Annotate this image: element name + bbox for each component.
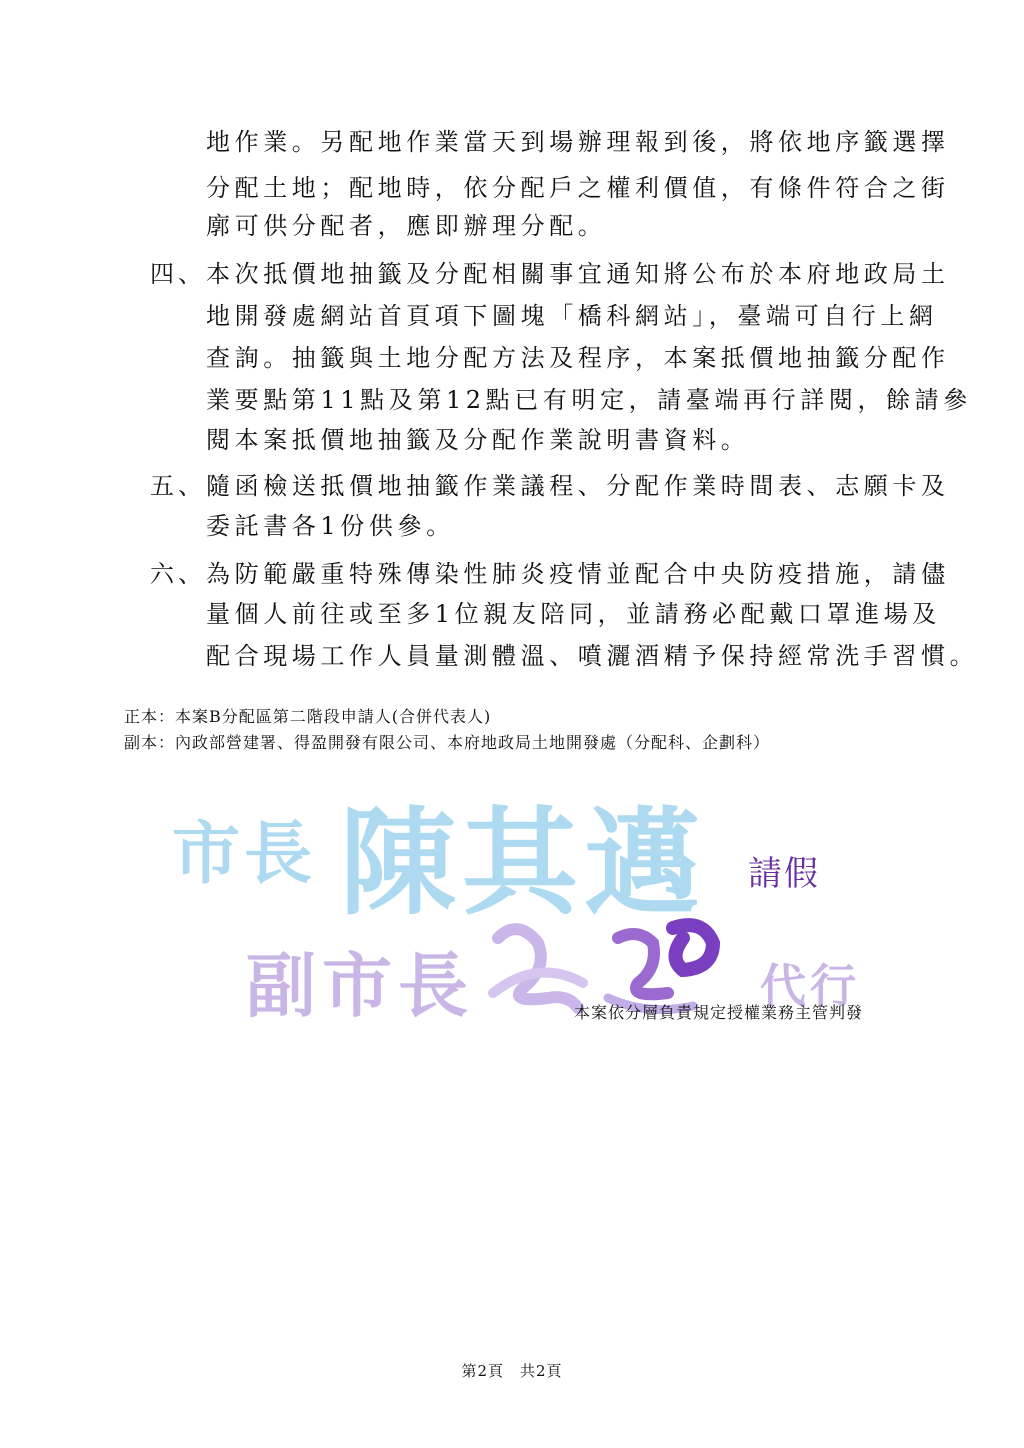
body-line: 為防範嚴重特殊傳染性肺炎疫情並配合中央防疫措施，請儘 <box>206 560 950 588</box>
distribution-original: 正本：本案B分配區第二階段申請人(合併代表人) <box>124 707 492 726</box>
item-marker-6: 六、 <box>150 560 206 588</box>
body-line: 地開發處網站首頁項下圖塊「橋科網站」，臺端可自行上網 <box>206 302 938 330</box>
body-line: 委託書各1份供參。 <box>206 512 455 540</box>
body-line: 分配土地；配地時，依分配戶之權利價值，有條件符合之街 <box>206 174 950 202</box>
body-line: 本次抵價地抽籤及分配相關事宜通知將公布於本府地政局土 <box>206 260 950 288</box>
page-number: 第2頁 共2頁 <box>461 1362 563 1380</box>
body-line: 隨函檢送抵價地抽籤作業議程、分配作業時間表、志願卡及 <box>206 472 950 500</box>
body-line: 量個人前往或至多1位親友陪同，並請務必配戴口罩進場及 <box>206 600 941 628</box>
mayor-title-stamp: 市長 <box>172 814 317 894</box>
body-line: 閱本案抵價地抽籤及分配作業說明書資料。 <box>206 426 750 454</box>
delegation-note: 本案依分層負責規定授權業務主管判發 <box>574 1003 864 1022</box>
body-line: 業要點第11點及第12點已有明定，請臺端再行詳閱，餘請參 <box>206 386 972 414</box>
leave-note: 請假 <box>748 854 820 894</box>
body-line: 地作業。另配地作業當天到場辦理報到後，將依地序籤選擇 <box>206 128 950 156</box>
acting-stamp: 代行 <box>760 959 860 1013</box>
mayor-name-stamp: 陳其邁 <box>340 795 706 931</box>
deputy-title-stamp: 副市長 <box>246 944 474 1027</box>
item-marker-4: 四、 <box>150 260 206 288</box>
body-line: 查詢。抽籤與土地分配方法及程序，本案抵價地抽籤分配作 <box>206 344 950 372</box>
body-line: 配合現場工作人員量測體溫、噴灑酒精予保持經常洗手習慣。 <box>206 642 979 670</box>
item-marker-5: 五、 <box>150 472 206 500</box>
body-line: 廓可供分配者，應即辦理分配。 <box>206 212 607 240</box>
distribution-copy: 副本：內政部營建署、得盈開發有限公司、本府地政局土地開發處（分配科、企劃科） <box>124 733 771 752</box>
